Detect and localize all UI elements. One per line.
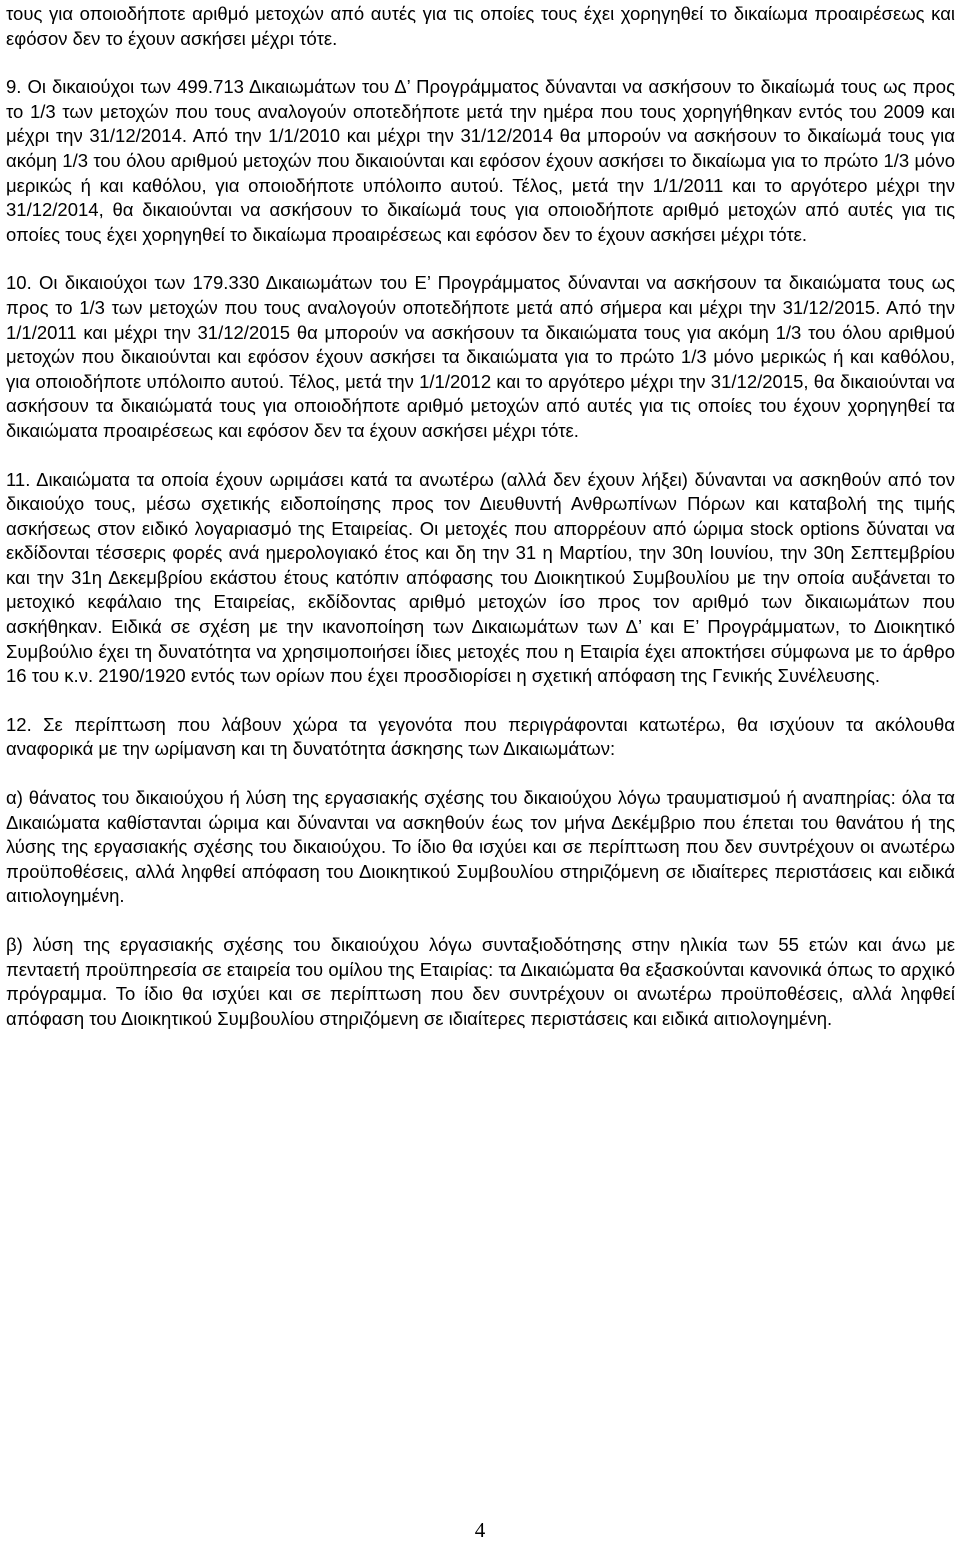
paragraph-clause-12a: α) θάνατος του δικαιούχου ή λύση της εργασιακής σχέσης του δικαιούχου λόγω τραυματισμού ή αναπηρίας: όλα τα Δικαιώματα καθίστανται ώριμα και δύνανται να ασκηθούν έως τον μήνα Δεκέμβριο που έπεται του θανάτου ή της λύσης της εργασιακής σχέσης του δικαιούχου. Το ίδιο θα ισχύει και σε περίπτωση που δεν συντρέχουν οι ανωτέρω προϋποθέσεις, αλλά ληφθεί απόφαση του Διοικητικού Συμβουλίου στηριζόμενη σε ιδιαίτερες περιστάσεις και ειδικά αιτιολογημένη.	[6, 787, 955, 907]
paragraph-clause-12b: β) λύση της εργασιακής σχέσης του δικαιούχου λόγω συνταξιοδότησης στην ηλικία των 55 ετών και άνω με πενταετή προϋπηρεσία σε εταιρεία του ομίλου της Εταιρίας: τα Δικαιώματα θα εξασκούνται κανονικά όπως το αρχικό πρόγραμμα. Το ίδιο θα ισχύει και σε περίπτωση που δεν συντρέχουν οι ανωτέρω προϋποθέσεις, αλλά ληφθεί απόφαση του Διοικητικού Συμβουλίου στηριζόμενη σε ιδιαίτερες περιστάσεις και ειδικά αιτιολογημένη.	[6, 934, 955, 1029]
paragraph-clause-10: 10. Οι δικαιούχοι των 179.330 Δικαιωμάτων του Ε’ Προγράμματος δύνανται να ασκήσουν τα δικαιώματα τους ως προς το 1/3 των μετοχών που τους αναλογούν οποτεδήποτε μετά από σήμερα και μέχρι την 31/12/2015. Από την 1/1/2011 και μέχρι την 31/12/2015 θα μπορούν να ασκήσουν τα δικαιώματα τους για ακόμη 1/3 του όλου αριθμού μετοχών που δικαιούνται και εφόσον έχουν ασκήσει τα δικαιώματα για το πρώτο 1/3 μόνο μερικώς ή και καθόλου, για οποιοδήποτε υπόλοιπο αυτού. Τέλος, μετά την 1/1/2012 και το αργότερο μέχρι την 31/12/2015, θα δικαιούνται να ασκήσουν τα δικαιώματά τους για οποιοδήποτε αριθμό μετοχών από αυτές για τις οποίες του έχουν χορηγηθεί τα δικαιώματα προαιρέσεως και εφόσον δεν τα έχουν ασκήσει μέχρι τότε.	[6, 272, 955, 441]
page-number: 4	[474, 1518, 486, 1542]
paragraph-clause-9: 9. Οι δικαιούχοι των 499.713 Δικαιωμάτων του Δ’ Προγράμματος δύνανται να ασκήσουν το δικαίωμά τους ως προς το 1/3 των μετοχών που τους αναλογούν οποτεδήποτε μετά την ημέρα που τους χορηγήθηκαν εντός του 2009 και μέχρι την 31/12/2014. Από την 1/1/2010 και μέχρι την 31/12/2014 θα μπορούν να ασκήσουν το δικαίωμά τους για ακόμη 1/3 του όλου αριθμού μετοχών που δικαιούνται και εφόσον έχουν ασκήσει το δικαίωμα για το πρώτο 1/3 μόνο μερικώς ή και καθόλου, για οποιοδήποτε υπόλοιπο αυτού. Τέλος, μετά την 1/1/2011 και το αργότερο μέχρι την 31/12/2014, θα δικαιούνται να ασκήσουν το δικαίωμά τους για οποιοδήποτε αριθμό μετοχών από αυτές για τις οποίες τους έχει χορηγηθεί το δικαίωμα προαιρέσεως και εφόσον δεν το έχουν ασκήσει μέχρι τότε.	[6, 76, 955, 245]
paragraph-continuation: τους για οποιοδήποτε αριθμό μετοχών από αυτές για τις οποίες τους έχει χορηγηθεί το δικαίωμα προαιρέσεως και εφόσον δεν το έχουν ασκήσει μέχρι τότε.	[6, 3, 955, 49]
paragraph-clause-11: 11. Δικαιώματα τα οποία έχουν ωριμάσει κατά τα ανωτέρω (αλλά δεν έχουν λήξει) δύνανται να ασκηθούν από τον δικαιούχο τους, μέσω σχετικής ειδοποίησης προς τον Διευθυντή Ανθρωπίνων Πόρων και καταβολή της τιμής ασκήσεως στον ειδικό λογαριασμό της Εταιρείας. Οι μετοχές που απορρέουν από ώριμα stock options δύναται να εκδίδονται τέσσερις φορές ανά ημερολογιακό έτος και δη την 31 η Μαρτίου, την 30η Ιουνίου, την 30η Σεπτεμβρίου και την 31η Δεκεμβρίου εκάστου έτους κατόπιν απόφασης του Διοικητικού Συμβουλίου με την οποία αυξάνεται το μετοχικό κεφάλαιο της Εταιρείας, εκδίδοντας αριθμό μετοχών ίσο προς τον αριθμό των δικαιωμάτων που ασκήθηκαν. Ειδικά σε σχέση με την ικανοποίηση των Δικαιωμάτων των Δ’ και Ε’ Προγράμματων, το Διοικητικό Συμβούλιο έχει τη δυνατότητα να χρησιμοποιήσει ίδιες μετοχές που η Εταιρία έχει αποκτήσει σύμφωνα με το άρθρο 16 του κ.ν. 2190/1920 εντός των ορίων που έχει προσδιορίσει η σχετική απόφαση της Γενικής Συνέλευσης.	[6, 468, 955, 687]
paragraph-clause-12: 12. Σε περίπτωση που λάβουν χώρα τα γεγονότα που περιγράφονται κατωτέρω, θα ισχύουν τα ακόλουθα αναφορικά με την ωρίμανση και τη δυνατότητα άσκησης των Δικαιωμάτων:	[6, 713, 955, 760]
